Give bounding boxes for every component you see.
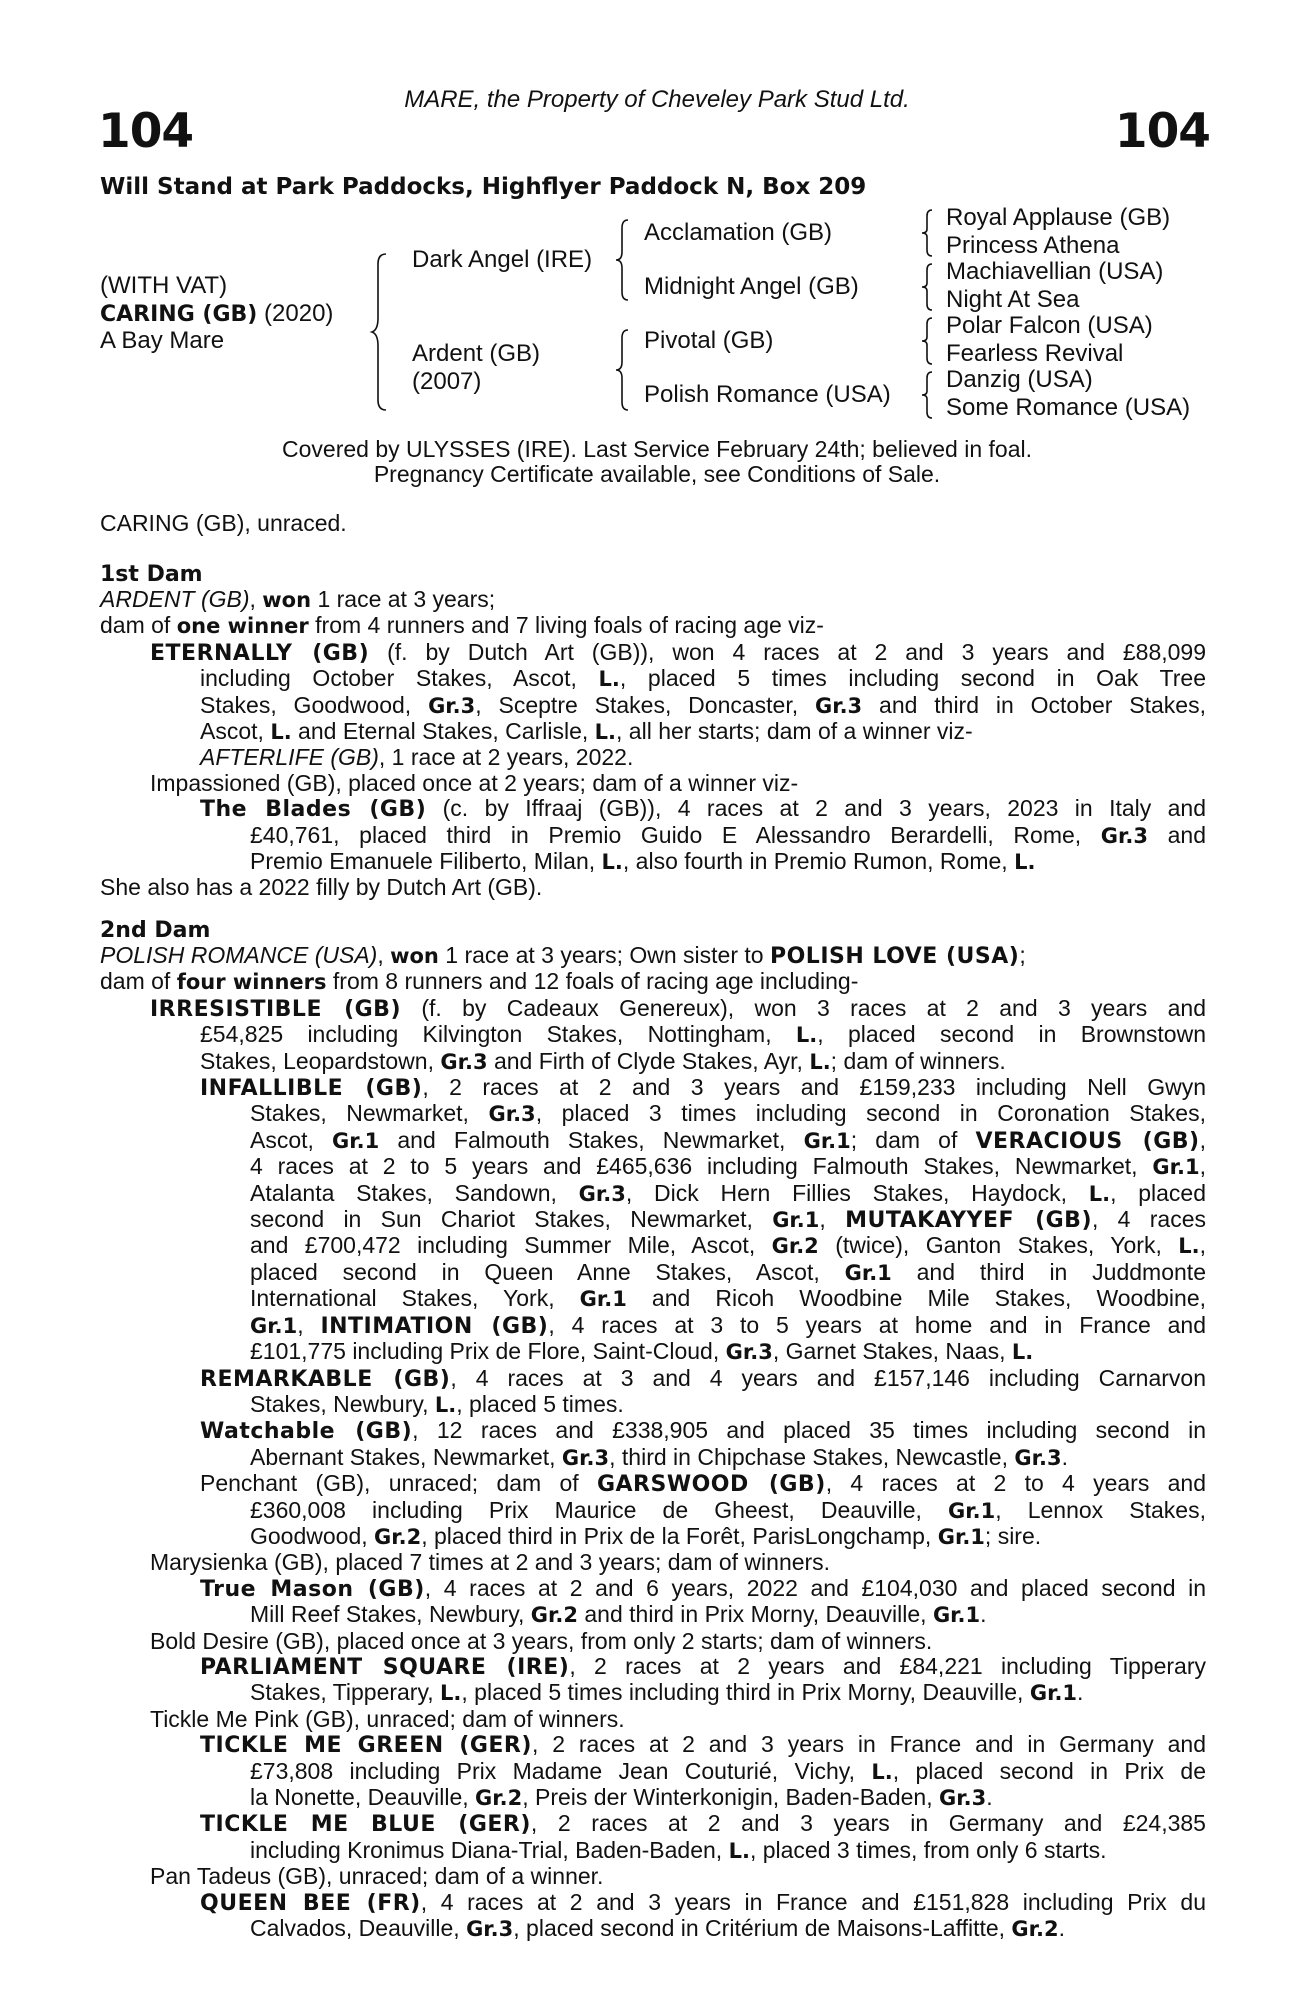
second-dam-body: POLISH ROMANCE (USA), won 1 race at 3 years; Own sister to POLISH LOVE (USA); dam of four winners from 8 runners and 12 foals of racing age including- IRRESISTIBLE (GB) (f. by Cadeaux Genereux), won 3 races at 2 and 3 years and £54,825 including Kilvington Stakes, Nottingham, L., placed second in Brownstown Stakes, Leopardstown, Gr.3 and Firth of Clyde Stakes, Ayr, L.; dam of winners. INFALLIBLE (GB), 2 races at 2 and 3 years and £159,233 including Nell Gwyn Stakes, Newmarket, Gr.3, placed 3 times including second in Coronation Stakes, Ascot, Gr.1 and Falmouth Stakes, Newmarket, Gr.1; dam of VERACIOUS (GB), 4 races at 2 to 5 years and £465,636 including Falmouth Stakes, Newmarket, Gr.1, Atalanta Stakes, Sandown, Gr.3, Dick Hern Fillies Stakes, Haydock, L., placed second in Sun Chariot Stakes, Newmarket, Gr.1, MUTAKAYYEF (GB), 4 races and £700,472 including Summer Mile, Ascot, Gr.2 (twice), Ganton Stakes, York, L., placed second in Queen Anne Stakes, Ascot, Gr.1 and third in Juddmonte International Stakes, York, Gr.1 and Ricoh Woodbine Mile Stakes, Woodbine, Gr.1, INTIMATION (GB), 4 races at 3 to 5 years at home and in France and £101,775 including Prix de Flore, Saint-Cloud, Gr.3, Garnet Stakes, Naas, L. REMARKABLE (GB), 4 races at 3 and 4 years and £157,146 including Carnarvon Stakes, Newbury, L., placed 5 times. Watchable (GB), 12 races and £338,905 and placed 35 times including second in Abernant Stakes, Newmarket, Gr.3, third in Chipchase Stakes, Newcastle, Gr.3. Penchant (GB), unraced; dam of GARSWOOD (GB), 4 races at 2 to 4 years and £360,008 including Prix Maurice de Gheest, Deauville, Gr.1, Lennox Stakes, Goodwood, Gr.2, placed third in Prix de la Forêt, ParisLongchamp, Gr.1; sire. Marysienka (GB), placed 7 times at 2 and 3 years; dam of winners. True Mason (GB), 4 races at 2 and 6 years, 2022 and £104,030 and placed second in Mill Reef Stakes, Newbury, Gr.2 and third in Prix Morny, Deauville, Gr.1. Bold Desire (GB), placed once at 3 years, from only 2 starts; dam of winners. PARLIAMENT SQUARE (IRE), 2 races at 2 years and £84,221 including Tipperary Stakes, Tipperary, L., placed 5 times including third in Prix Morny, Deauville, Gr.1. Tickle Me Pink (GB), unraced; dam of winners. TICKLE ME GREEN (GER), 2 races at 2 and 3 years in France and in Germany and £73,808 including Prix Madame Jean Couturié, Vichy, L., placed second in Prix de la Nonette, Deauville, Gr.2, Preis der Winterkonigin, Baden-Baden, Gr.3. TICKLE ME BLUE (GER), 2 races at 2 and 3 years in Germany and £24,385 including Kronimus Diana-Trial, Baden-Baden, L., placed 3 times, from only 6 starts. Pan Tadeus (GB), unraced; dam of a winner. QUEEN BEE (FR), 4 races at 2 and 3 years in France and £151,828 including Prix du Calvados, Deauville, Gr.3, placed second in Critérium de Maisons-Laffitte, Gr.2.: [100, 942, 1207, 1942]
covering-line-2: Pregnancy Certificate available, see Conditions of Sale.: [373, 461, 941, 487]
pedigree-dam: Ardent (GB): [412, 340, 541, 367]
caring-record: CARING (GB), unraced.: [100, 510, 347, 536]
lot-number-right: 104: [1114, 104, 1210, 159]
pedigree-bracket-main: [372, 252, 392, 412]
pedigree-sire-sire: Acclamation (GB): [644, 219, 833, 246]
horse-name-line: [100, 300, 333, 329]
covering-line-1: Covered by ULYSSES (IRE). Last Service February 24th; believed in foal.: [282, 436, 1032, 462]
pedigree-sire-dam: Midnight Angel (GB): [644, 273, 859, 300]
pedigree-bracket-dam: [616, 328, 634, 412]
pedigree-dam-year: (2007): [412, 368, 482, 395]
horse-description: A Bay Mare: [100, 327, 225, 354]
pedigree-bracket-dd: [922, 370, 936, 420]
pedigree-bracket-sire: [616, 218, 634, 302]
pedigree-ssd: Princess Athena: [946, 232, 1120, 259]
pedigree-sire: Dark Angel (IRE): [412, 246, 593, 273]
pedigree-sds: Machiavellian (USA): [946, 258, 1164, 285]
vat-label: (WITH VAT): [100, 272, 228, 299]
stand-location: Will Stand at Park Paddocks, Highflyer Paddock N, Box 209: [100, 174, 867, 200]
pedigree-dds: Danzig (USA): [946, 366, 1093, 393]
lot-number-left: 104: [98, 104, 194, 159]
second-dam-heading: 2nd Dam: [100, 918, 211, 943]
pedigree-ddd: Some Romance (USA): [946, 394, 1191, 421]
horse-year: (2020): [264, 300, 334, 327]
pedigree-bracket-ss: [922, 208, 936, 258]
pedigree-sdd: Night At Sea: [946, 286, 1080, 313]
pedigree-sss: Royal Applause (GB): [946, 204, 1171, 231]
horse-name: CARING (GB): [100, 302, 258, 327]
pedigree-bracket-ds: [922, 316, 936, 366]
first-dam-heading: 1st Dam: [100, 562, 203, 587]
property-line: MARE, the Property of Cheveley Park Stud Ltd.: [404, 86, 910, 113]
pedigree-bracket-sd: [922, 262, 936, 312]
pedigree-dam-sire: Pivotal (GB): [644, 327, 774, 354]
pedigree-dss: Polar Falcon (USA): [946, 312, 1153, 339]
pedigree-dsd: Fearless Revival: [946, 340, 1124, 367]
first-dam-body: ARDENT (GB), won 1 race at 3 years; dam of one winner from 4 runners and 7 living foals of racing age viz- ETERNALLY (GB) (f. by Dutch Art (GB)), won 4 races at 2 and 3 years and £88,099 including October Stakes, Ascot, L., placed 5 times including second in Oak Tree Stakes, Goodwood, Gr.3, Sceptre Stakes, Doncaster, Gr.3 and third in October Stakes, Ascot, L. and Eternal Stakes, Carlisle, L., all her starts; dam of a winner viz- AFTERLIFE (GB), 1 race at 2 years, 2022. Impassioned (GB), placed once at 2 years; dam of a winner viz- The Blades (GB) (c. by Iffraaj (GB)), 4 races at 2 and 3 years, 2023 in Italy and £40,761, placed third in Premio Guido E Alessandro Berardelli, Rome, Gr.3 and Premio Emanuele Filiberto, Milan, L., also fourth in Premio Rumon, Rome, L. She also has a 2022 filly by Dutch Art (GB).: [100, 586, 1207, 901]
pedigree-dam-dam: Polish Romance (USA): [644, 381, 891, 408]
